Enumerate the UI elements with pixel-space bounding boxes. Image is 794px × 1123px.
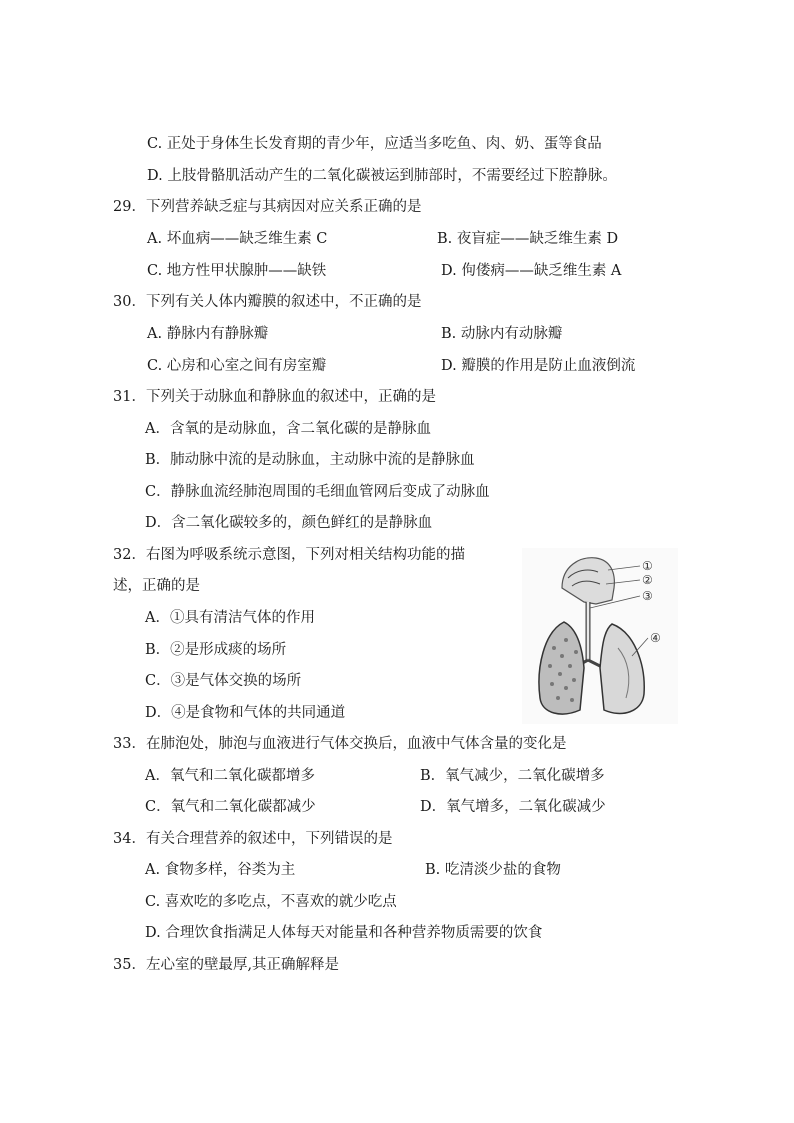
q32-option-c: C．③是气体交换的场所 xyxy=(145,673,302,689)
q29-stem: 29．下列营养缺乏症与其病因对应关系正确的是 xyxy=(113,199,422,215)
figure-label-1: ① xyxy=(642,559,653,573)
q32-option-b: B．②是形成痰的场所 xyxy=(145,642,287,658)
q33-option-d: D．氧气增多，二氧化碳减少 xyxy=(420,799,606,815)
q29-option-c: C. 地方性甲状腺肿——缺铁 xyxy=(147,263,327,279)
q33-option-b: B．氧气减少，二氧化碳增多 xyxy=(420,768,605,784)
q34-option-d: D. 合理饮食指满足人体每天对能量和各种营养物质需要的饮食 xyxy=(145,925,543,941)
q31-option-c: C．静脉血流经肺泡周围的毛细血管网后变成了动脉血 xyxy=(145,484,490,500)
q32-stem-continued: 述，正确的是 xyxy=(113,578,200,594)
q32-option-a: A．①具有清洁气体的作用 xyxy=(145,610,315,626)
q31-option-d: D．含二氧化碳较多的，颜色鲜红的是静脉血 xyxy=(145,515,433,531)
figure-label-2: ② xyxy=(642,573,653,587)
respiratory-system-diagram xyxy=(522,548,678,724)
q33-option-a: A．氧气和二氧化碳都增多 xyxy=(145,768,315,784)
q29-option-b: B. 夜盲症——缺乏维生素 D xyxy=(437,231,619,247)
q31-stem: 31．下列关于动脉血和静脉血的叙述中，正确的是 xyxy=(113,389,436,405)
q34-option-c: C. 喜欢吃的多吃点，不喜欢的就少吃点 xyxy=(145,894,397,910)
q32-option-d: D．④是食物和气体的共同通道 xyxy=(145,705,346,721)
q28-option-d: D. 上肢骨骼肌活动产生的二氧化碳被运到肺部时，不需要经过下腔静脉。 xyxy=(147,168,617,184)
q30-option-a: A. 静脉内有静脉瓣 xyxy=(147,326,269,342)
q29-option-d: D. 佝偻病——缺乏维生素 A xyxy=(441,263,622,279)
figure-label-3: ③ xyxy=(642,589,653,603)
figure-label-4: ④ xyxy=(650,631,661,645)
q35-stem: 35．左心室的壁最厚,其正确解释是 xyxy=(113,957,340,973)
q33-stem: 33．在肺泡处，肺泡与血液进行气体交换后，血液中气体含量的变化是 xyxy=(113,736,567,752)
q32-stem: 32．右图为呼吸系统示意图，下列对相关结构功能的描 xyxy=(113,547,465,563)
q33-option-c: C．氧气和二氧化碳都减少 xyxy=(145,799,316,815)
q28-option-c: C. 正处于身体生长发育期的青少年，应适当多吃鱼、肉、奶、蛋等食品 xyxy=(147,136,602,152)
q30-stem: 30．下列有关人体内瓣膜的叙述中，不正确的是 xyxy=(113,294,422,310)
q30-option-c: C. 心房和心室之间有房室瓣 xyxy=(147,358,327,374)
q31-option-b: B．肺动脉中流的是动脉血，主动脉中流的是静脉血 xyxy=(145,452,475,468)
q29-option-a: A. 坏血病——缺乏维生素 C xyxy=(147,231,328,247)
q30-option-d: D. 瓣膜的作用是防止血液倒流 xyxy=(441,358,636,374)
q34-stem: 34．有关合理营养的叙述中，下列错误的是 xyxy=(113,831,393,847)
q31-option-a: A．含氧的是动脉血，含二氧化碳的是静脉血 xyxy=(145,421,431,437)
q30-option-b: B. 动脉内有动脉瓣 xyxy=(441,326,563,342)
q34-option-a: A. 食物多样，谷类为主 xyxy=(145,862,296,878)
q34-option-b: B. 吃清淡少盐的食物 xyxy=(425,862,561,878)
